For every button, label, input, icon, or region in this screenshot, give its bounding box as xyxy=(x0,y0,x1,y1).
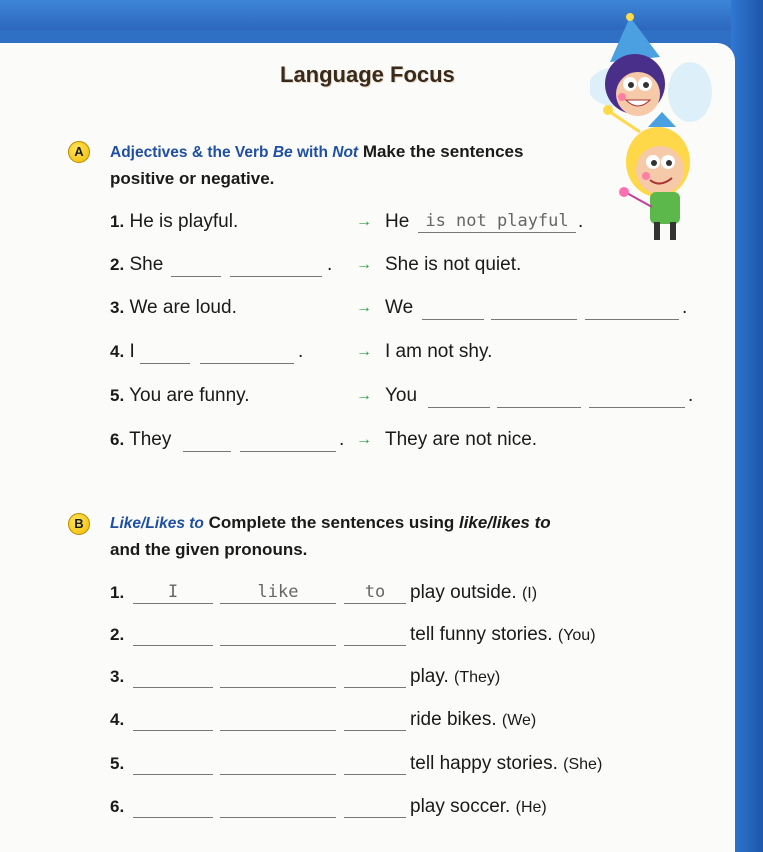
section-b-row-4-text: ride bikes. (We) xyxy=(410,709,537,730)
section-a-row-3: 3. We are loud. xyxy=(110,297,237,318)
section-b-row-1-answer-1[interactable]: I xyxy=(133,581,213,604)
answer-blank[interactable] xyxy=(220,752,336,775)
answer-blank[interactable] xyxy=(220,665,336,688)
answer-blank[interactable] xyxy=(171,254,221,277)
answer-blank[interactable] xyxy=(344,623,406,646)
fairy-characters-illustration xyxy=(590,12,715,247)
section-b-row-4-num: 4. xyxy=(110,710,125,729)
answer-blank[interactable] xyxy=(230,254,322,277)
answer-blank[interactable] xyxy=(497,385,581,408)
answer-blank[interactable] xyxy=(183,429,231,452)
section-b-row-2-text: tell funny stories. (You) xyxy=(410,624,596,645)
arrow-icon: → xyxy=(356,299,372,316)
answer-blank[interactable] xyxy=(133,795,213,818)
answer-blank[interactable] xyxy=(240,429,336,452)
section-b-row-1-num: 1. xyxy=(110,583,125,602)
answer-blank[interactable] xyxy=(344,795,406,818)
section-a-row-6: 6. They xyxy=(110,429,172,450)
section-b-row-6-num: 6. xyxy=(110,797,125,816)
section-a-row-2-end: . xyxy=(327,254,333,275)
section-a-row-4: 4. I xyxy=(110,341,135,362)
section-b-row-6-text: play soccer. (He) xyxy=(410,796,547,817)
answer-blank[interactable] xyxy=(140,341,190,364)
section-a-instruction-line2: positive or negative. xyxy=(110,169,275,188)
section-b-badge: B xyxy=(68,513,90,535)
section-a-row-5-end: . xyxy=(688,385,694,406)
section-b-title: Like/Likes to xyxy=(110,515,204,532)
answer-blank[interactable] xyxy=(133,708,213,731)
answer-blank[interactable] xyxy=(491,297,577,320)
arrow-icon: → xyxy=(356,256,372,273)
arrow-icon: → xyxy=(356,387,372,404)
answer-blank[interactable] xyxy=(589,385,685,408)
section-a-row-1-answer-prefix: He xyxy=(385,211,410,232)
answer-blank[interactable] xyxy=(220,623,336,646)
answer-blank[interactable] xyxy=(220,795,336,818)
answer-blank[interactable] xyxy=(428,385,490,408)
answer-blank[interactable] xyxy=(344,708,406,731)
section-b-instruction: Complete the sentences using like/likes to xyxy=(208,513,551,532)
section-a-row-4-end: . xyxy=(298,341,304,362)
answer-blank[interactable] xyxy=(422,297,484,320)
page-title: Language Focus xyxy=(280,62,455,87)
arrow-icon: → xyxy=(356,343,372,360)
answer-blank[interactable] xyxy=(133,752,213,775)
section-b-row-5-text: tell happy stories. (She) xyxy=(410,753,603,774)
section-a-row-3-prefix: We xyxy=(385,297,414,318)
section-a-instruction: Make the sentences xyxy=(362,142,524,161)
answer-blank[interactable] xyxy=(344,665,406,688)
section-b-row-1-answer-3[interactable]: to xyxy=(344,581,406,604)
arrow-icon: → xyxy=(356,213,372,230)
section-a-row-1-answer[interactable]: is not playful xyxy=(418,210,576,233)
answer-blank[interactable] xyxy=(133,623,213,646)
answer-blank[interactable] xyxy=(200,341,294,364)
section-a-row-6-end: . xyxy=(339,429,345,450)
arrow-icon: → xyxy=(356,431,372,448)
section-b-row-5-num: 5. xyxy=(110,754,125,773)
section-a-row-1: 1. He is playful. xyxy=(110,211,239,232)
section-a-row-2-right: She is not quiet. xyxy=(385,254,522,275)
section-a-row-5-prefix: You xyxy=(385,385,418,406)
section-a-row-2: 2. She xyxy=(110,254,164,275)
section-a-heading xyxy=(110,139,630,192)
right-border xyxy=(731,0,763,852)
answer-blank[interactable] xyxy=(344,752,406,775)
section-a-row-6-right: They are not nice. xyxy=(385,429,538,450)
section-a-badge: A xyxy=(68,141,90,163)
answer-blank[interactable] xyxy=(220,708,336,731)
section-b-row-2-num: 2. xyxy=(110,625,125,644)
answer-blank[interactable] xyxy=(585,297,679,320)
section-a-row-1-end: . xyxy=(578,211,584,232)
section-b-heading xyxy=(110,510,650,563)
section-b-row-3-text: play. (They) xyxy=(410,666,501,687)
section-a-row-4-right: I am not shy. xyxy=(385,341,493,362)
answer-blank[interactable] xyxy=(133,665,213,688)
section-b-instruction-line2: and the given pronouns. xyxy=(110,540,308,559)
section-b-row-1-text: play outside. (I) xyxy=(410,582,538,603)
section-a-row-5: 5. You are funny. xyxy=(110,385,250,406)
section-b-row-1-answer-2[interactable]: like xyxy=(220,581,336,604)
section-b-row-3-num: 3. xyxy=(110,667,125,686)
section-a-title: Adjectives & the Verb Be with Not xyxy=(110,144,359,161)
section-a-row-3-end: . xyxy=(682,297,688,318)
